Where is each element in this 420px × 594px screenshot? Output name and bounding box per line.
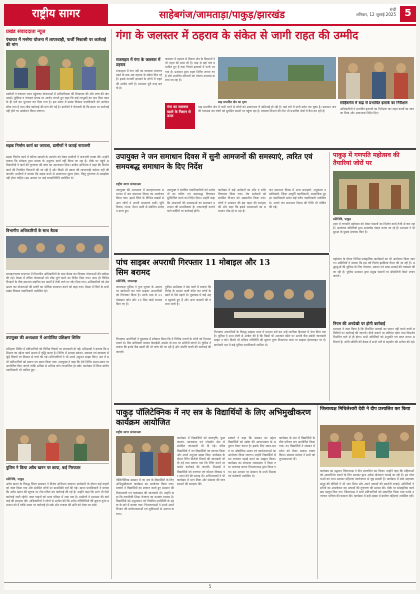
- left-story4-headline: उपायुक्त की अध्यक्षता में आयोजित प्रशिक्षण शिविर: [6, 335, 81, 340]
- story-d-photo: [214, 280, 326, 328]
- story-e-col3: प्राचार्य ने कहा कि संस्थान का उद्देश्य विद्यार्थियों को उद्योग की आवश्यकता के अनुरूप तैयार करना है। इसके लिए समय-समय पर औद्योगिक भ्रमण एवं कार्यशालाओं का आयोजन किया जाएगा। उन्होंने विद्यार्थियों से मन लगाकर पढ़ाई करने का आह्वान किया। कार्यक्रम का संचालन व्याख्याता ने किया तथा धन्यवाद ज्ञापन विभागाध्यक्ष द्वारा किया गया। इस अवसर पर संस्थान के सभी शिक्षक एवं कर्मचारी उपस्थित थे।: [228, 436, 276, 478]
- lead-photo-caption: बाढ़ प्रभावित क्षेत्र का दृश्य: [218, 100, 247, 104]
- lead-kicker-body: राजमहल में गंगा नदी का जलस्तर लगातार बढ़ने के बाद अब ठहराव के संकेत मिल रहे हैं। इससे तटवर्ती इलाकों के लोगों में राहत की उम्मीद जगी है। प्रशासन पूरी तरह सतर्क है।: [116, 69, 162, 90]
- story-b-col1: उपायुक्त की अध्यक्षता में समाहरणालय सभागार में जन समाधान दिवस का आयोजन किया गया। इसमें जिले के विभिन्न प्रखंडों से आए लोगों ने अपनी समस्याएं रखीं। भूमि विवाद, राशन, पेंशन आदि से संबंधित आवेदन प्राप्त हुए।: [116, 188, 164, 214]
- lead-photo: [218, 57, 336, 99]
- left-photo-3: [6, 429, 109, 461]
- story-f-photo: [320, 425, 414, 467]
- left-story1-headline: पंचायत में मनरेगा योजना में लापरवाही, फर्जी निकासी पर कार्रवाई की मांग: [6, 37, 106, 47]
- left-column: [6, 29, 109, 579]
- left-story5-body: अवैध खनन के विरुद्ध जिला प्रशासन ने विशेष अभियान चलाया। छापेमारी के दौरान कई वाहनों को जब्त किया गया और संबंधित लोगों पर प्राथमिकी दर्ज की गई। खनन पदाधिकारी ने बताया कि अवैध खनन की सूचना पर टीम गठित कर कार्रवाई की गई है। उन्होंने कहा कि आगे भी ऐसी कार्रवाई जारी रहेगी। जब्त वाहनों को थाना परिसर में रखा गया है। ग्रामीणों ने प्रशासन की कार्रवाई की सराहना की। अधिकारियों ने लोगों से अपील की कि अवैध गतिविधियों की सूचना तुरंत प्रशासन को दें ताकि समय पर कार्रवाई हो सके और राजस्व की क्षति को रोका जा सके।: [6, 482, 109, 508]
- lead-sidebar: [340, 101, 414, 147]
- story-d-headline: पांच साइबर अपराधी गिरफ्तार 11 मोबाइल और 13 सिम बरामद: [116, 257, 271, 277]
- date-line: [334, 7, 396, 17]
- newspaper-page: [4, 4, 416, 590]
- left-story4-body: प्रशिक्षण शिविर में प्रतिभागियों को विभिन्न विषयों पर जानकारी दी गई। प्रशिक्षकों ने बताया कि प्रशिक्षण का उद्देश्य कार्य क्षमता में वृद्धि करना है। शिविर में आपदा प्रबंधन, स्वास्थ्य एवं स्वच्छता से जुड़े विषयों पर विस्तार से चर्चा की गई। प्रतिभागियों ने भी अपने अनुभव साझा किए। अंत में सभी प्रतिभागियों को प्रमाण पत्र प्रदान किया गया। उपायुक्त ने कहा कि ऐसे शिविर समय-समय पर आयोजित किए जाएंगे ताकि अधिक से अधिक लोग लाभान्वित हो सकें। कार्यक्रम में जिला स्तरीय पदाधिकारी भी शामिल हुए।: [6, 347, 109, 373]
- left-photo-1: [6, 50, 109, 90]
- section-title: साहेबगंज/जामताड़ा/पाकुड़/झारखंड: [159, 10, 285, 21]
- left-byline: प्रतिनिधि, पाकुड़: [6, 477, 24, 481]
- story-b-byline: राष्ट्रीय सागर संवाददाता: [116, 182, 142, 186]
- lead-body-col2: जलस्तर में ठहराव से दियारा क्षेत्र के किसानों ने भी राहत की सांस ली है। बाढ़ से कई गांव प्रभावित हुए हैं तथा निचले इलाकों में पानी भर गया है। प्रशासन द्वारा राहत शिविर लगाए गए हैं और प्रभावित परिवारों को भोजन उपलब्ध कराया जा रहा है।: [165, 57, 215, 83]
- story-d-col4: गिरफ्तार आरोपियों ने पूछताछ में स्वीकार किया कि वे विभिन्न राज्यों के लोगों को निशाना बनाते थे। बैंक अधिकारी बनकर केवाईसी अपडेट के नाम पर ओटीपी मांगते थे। पुलिस ने बताया कि इनके बैंक खातों की भी जांच की जा रही है और संपत्ति जब्ती की कार्रवाई की जाएगी।: [116, 337, 211, 354]
- story-e-photo: [116, 436, 174, 476]
- left-label: प्रखंड संवाददाता न्यूज: [6, 29, 46, 35]
- story-b-col3: कार्यक्रम में कई आवेदनों का ऑन द स्पॉट निष्पादन किया गया। शेष आवेदनों को संबंधित विभाग को अग्रसारित किया गया। लोगों ने प्रशासन की इस पहल की सराहना की और कहा कि इससे समस्याओं का समाधान शीघ्र हो पा रहा है।: [218, 188, 266, 214]
- lead-kicker: राजमहल में गंगा के जलस्तर में ठहराव: [116, 57, 161, 67]
- story-b-headline: उपायुक्त ने जन समाधान दिवस में सुनी आमजनों की समस्याएं, त्वरित एवं समयबद्ध समाधान के दिए निर्देश: [116, 152, 313, 171]
- city: रांची: [389, 7, 396, 12]
- story-e-col2: कार्यक्रम में विद्यार्थियों को छात्रवृत्ति, पुस्तकालय, छात्रावास एवं प्लेसमेंट सेल से संबंधित जानकारी भी दी गई। वरिष्ठ विद्यार्थियों ने नए विद्यार्थियों का स्वागत किया और अपने अनुभव साझा किए। कार्यक्रम के दौरान रैगिंग विरोधी नियमों की जानकारी भी दी गई तथा बताया गया कि रैगिंग करने पर कठोर कार्रवाई की जाएगी। शिक्षकों ने विद्यार्थियों को नवाचार एवं कौशल विकास पर ध्यान देने की सलाह दी। अभिभावकों ने भी कार्यक्रम में भाग लिया और संस्थान की व्यवस्थाओं की सराहना की।: [177, 436, 225, 487]
- story-c-headline: पाकुड़ में गणपति महोत्सव की तैयारियां जोरों पर: [333, 152, 400, 167]
- brand-logo: राष्ट्रीय सागर: [4, 4, 108, 24]
- lead-sidebar-headline: साहिबगंज में बाढ़ से प्रभावित इलाके का निरीक्षण: [340, 101, 408, 105]
- story-e-col4: कार्यक्रम के अंत में विद्यार्थियों के बीच परिचय सत्र आयोजित किया गया। नए विद्यार्थियों ने संस्थान में प्रवेश को लेकर उत्साह व्यक्त किया। संस्थान प्रबंधन ने सभी को शुभकामनाएं दीं।: [279, 436, 315, 462]
- masthead: [4, 4, 416, 26]
- left-story5-headline: पुलिस ने किया अवैध खनन पर छापा, कई गिरफ्तार: [6, 465, 81, 470]
- left-story1-body: ग्रामीणों ने पंचायत भवन पहुंचकर योजनाओं में अनियमितता की शिकायत की और जांच की मांग उठाई। मुखिया व पंचायत सेवक पर आरोप लगाते हुए कहा कि कई लाभुकों का नाम बिना काम के ही दर्ज कर भुगतान कर दिया गया है। इस संबंध में प्रखंड विकास पदाधिकारी को आवेदन सौंपा गया है तथा शीघ्र कार्रवाई की मांग की गई है। ग्रामीणों ने चेतावनी दी कि समय पर कार्रवाई नहीं होने पर आंदोलन किया जाएगा।: [6, 92, 109, 113]
- lead-infobox: [165, 103, 195, 129]
- left-story2-body: सड़क निर्माण कार्य में घटिया सामग्री के उपयोग को लेकर ग्रामीणों ने नाराजगी व्यक्त की। उन्होंने बताया कि संवेदक द्वारा मानक के अनुरूप कार्य नहीं किया जा रहा है। मौके पर पहुंचे अधिकारियों ने कार्य की गुणवत्ता की जांच का आश्वासन दिया। कनीय अभियंता ने कहा कि निर्माण कार्य की नियमित निगरानी की जा रही है और किसी भी प्रकार की लापरवाही बर्दाश्त नहीं की जाएगी। ग्रामीणों ने बताया कि सड़क बनने से आवागमन सुगम होगा, किंतु गुणवत्ता से समझौता नहीं होना चाहिए। इस अवसर पर कई जनप्रतिनिधि उपस्थित थे।: [6, 155, 109, 181]
- lead-infobox-text: गंगा का जलस्तर खतरे के निशान से ऊपर: [167, 105, 191, 119]
- left-photo-2: [6, 236, 109, 270]
- story-c-body: शहर में गणपति महोत्सव को लेकर पंडालों का निर्माण कार्य तेजी से चल रहा है। आयोजन समितियों द्वारा आकर्षक पंडाल बनाए जा रहे हैं। प्रशासन ने भी सुरक्षा के पुख्ता इंतजाम किए हैं।: [333, 222, 415, 235]
- story-b-col4: जन समाधान दिवस में अपर समाहर्ता, अनुमंडल पदाधिकारी, जिला आपूर्ति पदाधिकारी, सामाजिक सुरक्षा पदाधिकारी समेत कई वरीय पदाधिकारी उपस्थित थे। अगले जन समाधान दिवस की तिथि भी घोषित की गई।: [269, 188, 326, 209]
- story-e-col1: पॉलिटेक्निक संस्थान में नए सत्र के विद्यार्थियों के लिए अभिमुखीकरण कार्यक्रम का आयोजन किया गया। प्राचार्य ने विद्यार्थियों का स्वागत करते हुए संस्थान की नियमावली एवं पाठ्यक्रम की जानकारी दी। उन्होंने कहा कि तकनीकी शिक्षा रोजगार का सशक्त माध्यम है। विद्यार्थियों को अनुशासन एवं नियमित उपस्थिति के महत्व के बारे में बताया गया। विभागाध्यक्षों ने अपने-अपने विभाग की प्रयोगशालाओं एवं सुविधाओं से अवगत कराया।: [116, 478, 174, 516]
- story-c-inline-head: नियम की अनदेखी पर होगी कार्रवाई: [333, 321, 386, 326]
- story-e-byline: राष्ट्रीय सागर संवाददाता: [116, 430, 142, 434]
- story-f-headline: जिलाध्यक्ष मिथिलेश्वरी देवी ने दीप प्रज्वलित कर किया: [320, 407, 411, 412]
- lead-caption-body: बाढ़ प्रभावित क्षेत्र में पानी भरने से लोगों को आवागमन में कठिनाई हो रही है। कई घरों में पानी प्रवेश कर चुका है। प्रशासन नाव की व्यवस्था कर लोगों को सुरक्षित स्थानों पर पहुंचा रहा है। स्वास्थ्य विभाग की टीम भी प्रभावित क्षेत्रों में कैंप कर रही है।: [198, 105, 336, 114]
- left-story3-body: समाहरणालय सभागार में विभागीय अधिकारियों के साथ बैठक कर विकास योजनाओं की समीक्षा की गई। बैठक में लंबित योजनाओं को शीघ्र पूर्ण करने का निर्देश दिया गया। साथ ही विभिन्न विभागों के बीच समन्वय स्थापित कर कार्यों में तेजी लाने पर जोर दिया गया। अधिकारियों को क्षेत्र भ्रमण कर योजनाओं की प्रगति का भौतिक सत्यापन करने को कहा गया। बैठक में जिले के सभी प्रखंड विकास पदाधिकारी उपस्थित रहे।: [6, 272, 109, 293]
- page-footer: [4, 582, 416, 590]
- story-c-cont-body2: प्रशासन ने स्पष्ट किया है कि निर्धारित मानकों का पालन नहीं करने वाली समितियों पर कार्रवाई की जाएगी। डीजे बजाने पर प्रतिबंध रहेगा तथा विसर्जन निर्धारित मार्ग से ही होगा। सभी समितियों को अनुमति पत्र प्राप्त करना अनिवार्य है। शांति समिति की बैठक में सभी वर्गों से सहयोग की अपील की गई।: [333, 327, 415, 344]
- story-d-byline: प्रतिनिधि, जामताड़ा: [116, 279, 138, 283]
- story-d-col3: गिरफ्तार अपराधियों के विरुद्ध साइबर थाना में मामला दर्ज कर उन्हें न्यायिक हिरासत में भेज दिया गया है। पुलिस ने आम लोगों से अपील की है कि किसी भी अनजान कॉल पर अपनी बैंक संबंधी जानकारी साझा न करें। किसी भी संदिग्ध गतिविधि की सूचना तुरंत निकटतम थाना या साइबर हेल्पलाइन पर दें। छापेमारी दल में कई पुलिस पदाधिकारी शामिल थे।: [214, 330, 326, 347]
- story-c-byline: प्रतिनिधि, पाकुड़: [333, 217, 351, 221]
- story-d-col1: जामताड़ा पुलिस ने गुप्त सूचना के आधार पर छापेमारी कर पांच साइबर अपराधियों को गिरफ्तार किया है। उनके पास से 11 मोबाइल फोन और 13 सिम कार्ड बरामद किए गए हैं।: [116, 285, 162, 306]
- lead-photo-right: [338, 57, 414, 99]
- story-e-headline: पाकुड़ पॉलिटेक्निक में नए सत्र के विद्यार्थियों के लिए अभिमुखीकरण कार्यक्रम आयोजित: [116, 407, 311, 427]
- date: शनिवार, 12 जुलाई 2025: [356, 12, 396, 17]
- story-f-body: कार्यक्रम का उद्घाटन जिलाध्यक्ष ने दीप प्रज्वलित कर किया। उन्होंने कहा कि महिलाओं को आत्मनिर्भर बनाने के लिए सरकार द्वारा अनेक योजनाएं चलाई जा रही हैं। इन योजनाओं का लाभ उठाकर महिलाएं स्वरोजगार से जुड़ सकती हैं। कार्यक्रम में स्वयं सहायता समूह की दीदियों ने भी भाग लिया और अपने उत्पादों की प्रदर्शनी लगाई। अतिथियों ने स्टॉलों का अवलोकन कर उत्पादों की गुणवत्ता की प्रशंसा की। मौके पर सांस्कृतिक कार्यक्रम प्रस्तुत किए गए। जिलाध्यक्ष ने सभी प्रतिभागियों को सम्मानित किया तथा उनके उज्ज्वल भविष्य की कामना की। कार्यक्रम में बड़ी संख्या में ग्रामीण महिलाएं उपस्थित रहीं।: [320, 469, 414, 499]
- footer-page-number: 5: [208, 584, 212, 589]
- left-story3-headline: विभागीय अधिकारियों के साथ बैठक: [6, 228, 59, 233]
- story-d-col2: पुलिस अधीक्षक ने प्रेस वार्ता में बताया कि गिरोह के सदस्य फर्जी कॉल कर लोगों के खाते से पैसे उड़ाते थे। पूछताछ में कई अहम खुलासे हुए हैं और अन्य सदस्यों की तलाश जारी है।: [165, 285, 211, 306]
- story-b-col2: उपायुक्त ने संबंधित पदाधिकारियों को आवेदनों का त्वरित एवं समयबद्ध निष्पादन सुनिश्चित करने का निर्देश दिया। उन्होंने कहा कि आमजनों की समस्याओं का समाधान प्रशासन की प्राथमिकता है। लापरवाही बरतने वाले कर्मियों पर कार्रवाई होगी।: [167, 188, 215, 214]
- lead-sidebar-body: अधिकारियों ने प्रभावित इलाकों का निरीक्षण कर राहत कार्यों का जायजा लिया और आवश्यक निर्देश दिए।: [340, 106, 414, 115]
- story-c-continued: [333, 257, 415, 401]
- page-number: 5: [400, 6, 416, 22]
- left-story2-headline: सड़क निर्माण कार्य का जायजा, ग्रामीणों ने जताई नाराजगी: [6, 143, 91, 148]
- lead-kicker-col: [116, 57, 162, 147]
- story-c-photo: [333, 171, 415, 215]
- lead-headline: गंगा के जलस्तर में ठहराव के संकेत से जागी राहत की उम्मीद: [116, 29, 359, 42]
- story-c-cont-body1: महोत्सव के दौरान विभिन्न सांस्कृतिक कार्यक्रमों का भी आयोजन किया जाएगा। समितियों ने बताया कि इस वर्ष विशेष झांकियां तैयार की जा रही हैं। श्रद्धालुओं की सुविधा के लिए पेयजल, प्रकाश एवं साफ-सफाई की व्यवस्था की जा रही है। पुलिस प्रशासन द्वारा प्रमुख पंडालों पर सीसीटीवी कैमरे लगाए जाएंगे।: [333, 257, 415, 278]
